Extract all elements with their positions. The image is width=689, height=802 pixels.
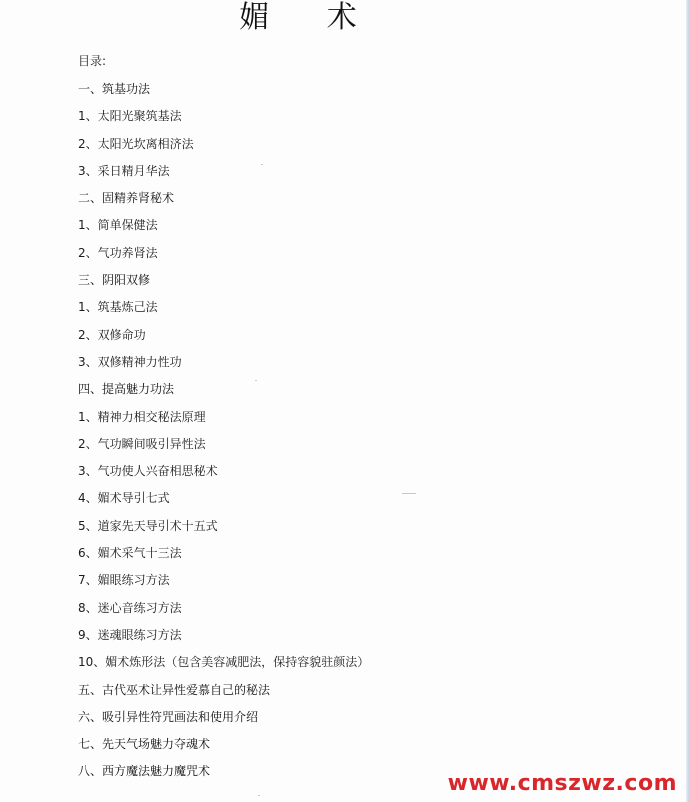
document-title: 媚 术 (239, 0, 381, 35)
scan-speck (261, 164, 263, 165)
toc-entry: 一、筑基功法 (78, 82, 151, 96)
toc-entry: 2、气功养肾法 (78, 245, 158, 260)
toc-entry: 3、气功使人兴奋相思秘术 (78, 464, 218, 479)
toc-entry: 8、迷心音练习方法 (78, 600, 182, 615)
toc-entry: 1、简单保健法 (78, 218, 158, 233)
scan-speck (258, 795, 260, 796)
toc-entry: 三、阴阳双修 (78, 273, 151, 288)
toc-entry: 1、筑基炼己法 (78, 300, 158, 315)
toc-entry: 2、双修命功 (78, 327, 146, 342)
table-of-contents (78, 80, 369, 790)
toc-label: 目录: (78, 54, 107, 68)
toc-entry: 3、双修精神力性功 (78, 354, 182, 369)
toc-entry: 3、采日精月华法 (78, 163, 170, 178)
toc-entry: 6、媚术采气十三法 (78, 546, 182, 561)
scan-speck (402, 493, 416, 494)
toc-entry: 5、道家先天导引术十五式 (78, 518, 218, 533)
toc-entry: 五、古代巫术让异性爱慕自己的秘法 (78, 682, 271, 697)
toc-entry: 4、媚术导引七式 (78, 491, 170, 506)
toc-entry: 2、太阳光坎离相济法 (78, 136, 194, 151)
toc-entry: 七、先天气场魅力夺魂术 (78, 737, 211, 752)
toc-entry: 1、太阳光聚筑基法 (78, 109, 182, 124)
toc-entry: 9、迷魂眼练习方法 (78, 627, 182, 642)
toc-entry: 1、精神力相交秘法原理 (78, 409, 206, 424)
toc-entry: 二、固精养肾秘术 (78, 191, 175, 206)
toc-entry: 10、媚术炼形法（包含美容减肥法，保持容貌驻颜法） (78, 655, 370, 670)
toc-entry: 六、吸引异性符咒画法和使用介绍 (78, 709, 259, 724)
toc-entry: 八、西方魔法魅力魔咒术 (78, 764, 211, 779)
toc-entry: 四、提高魅力功法 (78, 382, 175, 397)
watermark-text: www.cmszwz.com (447, 771, 677, 796)
toc-entry: 7、媚眼练习方法 (78, 573, 170, 588)
toc-entry: 2、气功瞬间吸引异性法 (78, 436, 206, 451)
scan-speck (255, 380, 257, 381)
